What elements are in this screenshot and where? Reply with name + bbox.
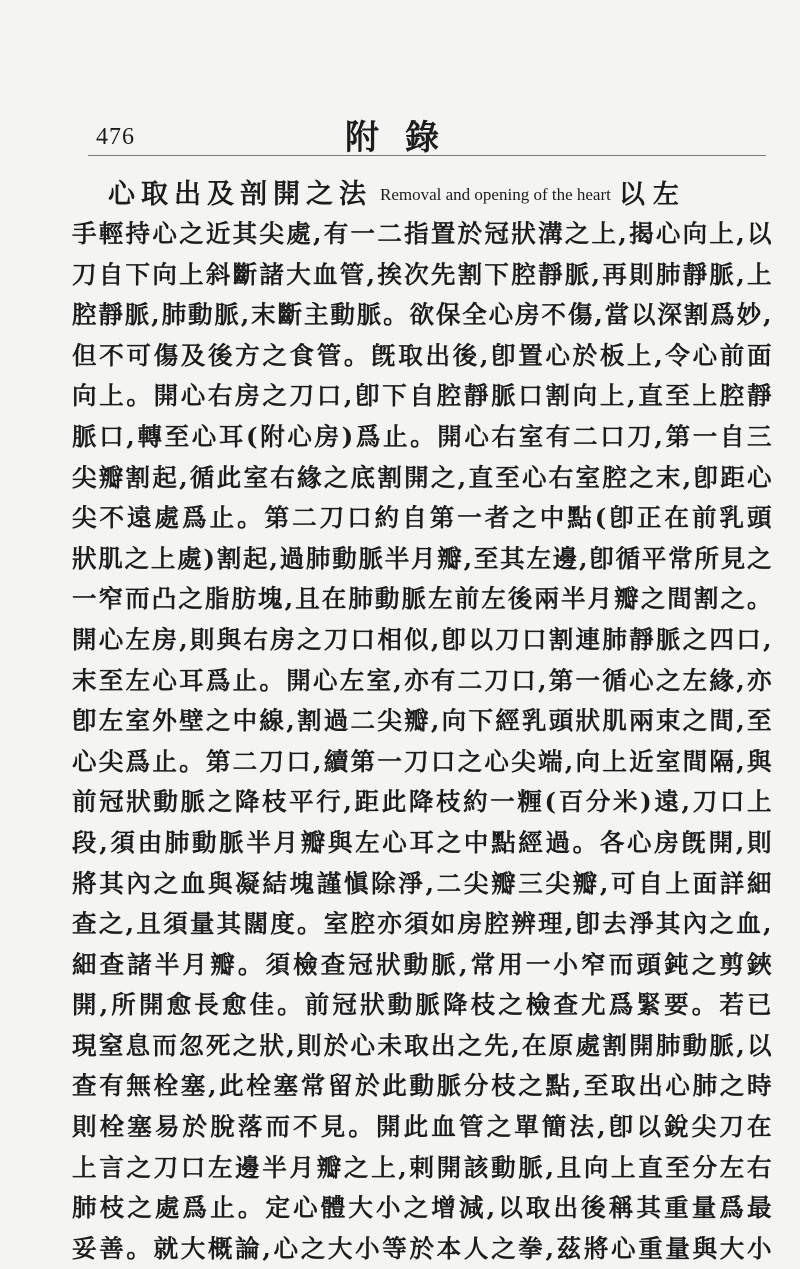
body-line: 則栓塞易於脫落而不見。開此血管之單簡法,卽以銳尖刀在 bbox=[72, 1112, 772, 1142]
body-line: 尖不遠處爲止。第二刀口約自第一者之中點(卽正在前乳頭 bbox=[72, 503, 772, 533]
body-line: 上言之刀口左邊半月瓣之上,剌開該動脈,且向上直至分左右 bbox=[72, 1152, 772, 1182]
section-title-english: Removal and opening of the heart bbox=[380, 185, 611, 204]
running-head: 附錄 bbox=[345, 118, 465, 158]
body-line: 末至左心耳爲止。開心左室,亦有二刀口,第一循心之左緣,亦 bbox=[72, 665, 772, 695]
body-line: 開,所開愈長愈佳。前冠狀動脈降枝之檢查尤爲緊要。若已 bbox=[72, 990, 772, 1020]
section-title bbox=[108, 172, 778, 212]
body-line: 手輕持心之近其尖處,有一二指置於冠狀溝之上,揭心向上,以 bbox=[72, 219, 772, 248]
page-number: 476 bbox=[96, 124, 135, 150]
body-line: 但不可傷及後方之食管。旣取出後,卽置心於板上,令心前面 bbox=[72, 340, 772, 370]
body-line: 脈口,轉至心耳(附心房)爲止。開心右室有二口刀,第一自三 bbox=[72, 421, 772, 451]
header-rule bbox=[88, 155, 766, 156]
body-line: 肺枝之處爲止。定心體大小之增減,以取出後稱其重量爲最 bbox=[72, 1193, 772, 1223]
body-line: 開心左房,則與右房之刀口相似,卽以刀口割連肺靜脈之四口, bbox=[72, 624, 772, 654]
body-line: 腔靜脈,肺動脈,末斷主動脈。欲保全心房不傷,當以深割爲妙, bbox=[72, 300, 772, 330]
section-title-continuation: 以左 bbox=[618, 180, 687, 210]
section-title-chinese: 心取出及剖開之法 bbox=[108, 179, 372, 210]
body-line: 現窒息而忽死之狀,則於心未取出之先,在原處割開肺動脈,以 bbox=[72, 1030, 772, 1060]
body-line: 卽左室外壁之中線,割過二尖瓣,向下經乳頭狀肌兩束之間,至 bbox=[72, 706, 772, 736]
body-line: 向上。開心右房之刀口,卽下自腔靜脈口割向上,直至上腔靜 bbox=[72, 381, 772, 411]
body-line: 尖瓣割起,循此室右緣之底割開之,直至心右室腔之末,卽距心 bbox=[72, 462, 772, 492]
body-line: 查有無栓塞,此栓塞常留於此動脈分枝之點,至取出心肺之時 bbox=[72, 1071, 772, 1101]
body-line: 查之,且須量其闊度。室腔亦須如房腔辨理,卽去淨其內之血, bbox=[72, 909, 772, 939]
body-line: 妥善。就大概論,心之大小等於本人之拳,茲將心重量與大小 bbox=[72, 1233, 772, 1263]
body-line: 段,須由肺動脈半月瓣與左心耳之中點經過。各心房旣開,則 bbox=[72, 827, 772, 857]
body-line: 一窄而凸之脂肪塊,且在肺動脈左前左後兩半月瓣之間割之。 bbox=[72, 584, 772, 614]
body-line: 前冠狀動脈之降枝平行,距此降枝約一糎(百分米)遠,刀口上 bbox=[72, 787, 772, 817]
body-line: 刀自下向上斜斷諸大血管,挨次先割下腔靜脈,再則肺靜脈,上 bbox=[72, 259, 772, 289]
body-line: 細查諸半月瓣。須檢查冠狀動脈,常用一小窄而頭鈍之剪鋏 bbox=[72, 949, 772, 979]
body-line: 將其內之血與凝結塊謹愼除淨,二尖瓣三尖瓣,可自上面詳細 bbox=[72, 868, 772, 898]
body-line: 狀肌之上處)割起,過肺動脈半月瓣,至其左邊,卽循平常所見之 bbox=[72, 543, 772, 573]
body-text bbox=[72, 214, 772, 1269]
body-line: 心尖爲止。第二刀口,續第一刀口之心尖端,向上近室間隔,與 bbox=[72, 746, 772, 776]
